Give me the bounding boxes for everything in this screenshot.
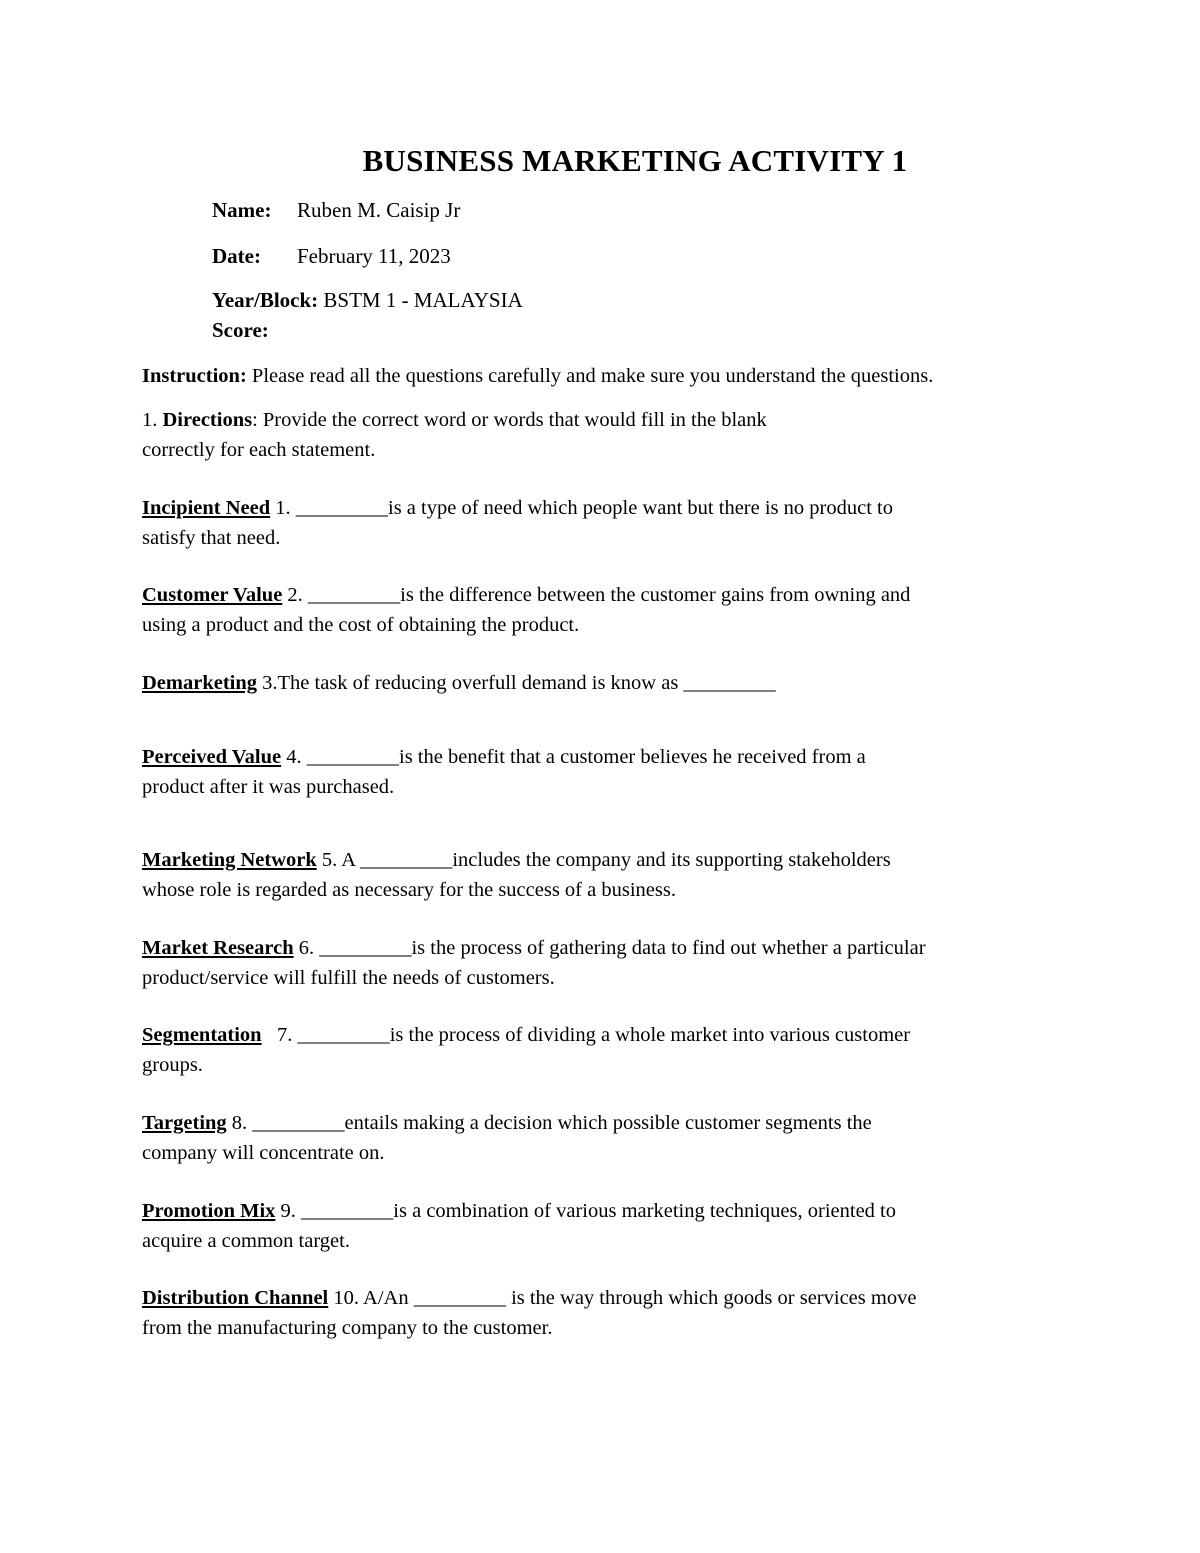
list-item [142,1196,1062,1256]
directions-label: Directions [162,409,253,431]
list-item [142,1020,1062,1080]
question-text: 6. _________is the process of gathering data to find out whether a particular [298,937,926,959]
answer: Marketing Network [142,849,317,871]
question-text-continued: acquire a common target. [142,1230,350,1252]
question-text-continued: satisfy that need. [142,527,281,549]
answer: Distribution Channel [142,1287,329,1309]
question-text-continued: using a product and the cost of obtaining the product. [142,614,580,636]
question-text: 7. _________is the process of dividing a whole market into various customer [276,1024,911,1046]
document-title: BUSINESS MARKETING ACTIVITY 1 [362,143,908,178]
list-item [142,1108,1062,1168]
list-item [142,1283,1062,1343]
question-text: 9. _________is a combination of various marketing techniques, oriented to [280,1200,896,1222]
directions [142,405,1062,465]
name-label: Name: [212,198,272,222]
answer: Market Research [142,937,294,959]
score-label: Score: [212,318,269,342]
question-text-continued: from the manufacturing company to the customer. [142,1317,553,1339]
score-row [212,318,269,343]
question-text-continued: whose role is regarded as necessary for the success of a business. [142,879,676,901]
question-text-continued: groups. [142,1054,203,1076]
list-item [142,580,1062,640]
question-text: 1. _________is a type of need which people want but there is no product to [275,497,893,519]
date-row [212,244,451,269]
list-item [142,933,1062,993]
answer: Segmentation [142,1024,262,1046]
question-text: 10. A/An _________ is the way through which goods or services move [333,1287,917,1309]
directions-text-line2: correctly for each statement. [142,439,376,461]
answer: Promotion Mix [142,1200,276,1222]
list-item [142,845,1062,905]
list-item [142,493,1062,553]
directions-text-line1: : Provide the correct word or words that would fill in the blank [252,409,767,431]
question-text: 4. _________is the benefit that a customer believes he received from a [286,746,866,768]
answer: Targeting [142,1112,227,1134]
answer: Perceived Value [142,746,282,768]
question-text-continued: company will concentrate on. [142,1142,385,1164]
list-item [142,742,1062,802]
year-block-row [212,288,523,313]
instruction-label: Instruction: [142,365,247,387]
instruction-text: Please read all the questions carefully and make sure you understand the questions. [251,365,934,387]
answer: Demarketing [142,672,258,694]
date-value: February 11, 2023 [297,244,451,268]
question-text-continued: product/service will fulfill the needs of customers. [142,967,555,989]
question-text-continued: product after it was purchased. [142,776,395,798]
year-block-label: Year/Block: [212,288,319,312]
answer: Incipient Need [142,497,271,519]
question-text: 3.The task of reducing overfull demand is know as _________ [262,672,776,694]
question-text: 2. _________is the difference between the customer gains from owning and [287,584,911,606]
year-block-value: BSTM 1 - MALAYSIA [323,288,523,312]
name-value: Ruben M. Caisip Jr [297,198,461,222]
instruction [142,361,1062,391]
list-item [142,668,1062,698]
directions-number: 1. [142,409,158,431]
name-row [212,198,460,223]
question-text: 5. A _________includes the company and its supporting stakeholders [321,849,891,871]
answer: Customer Value [142,584,283,606]
date-label: Date: [212,244,261,268]
question-text: 8. _________entails making a decision which possible customer segments the [231,1112,872,1134]
